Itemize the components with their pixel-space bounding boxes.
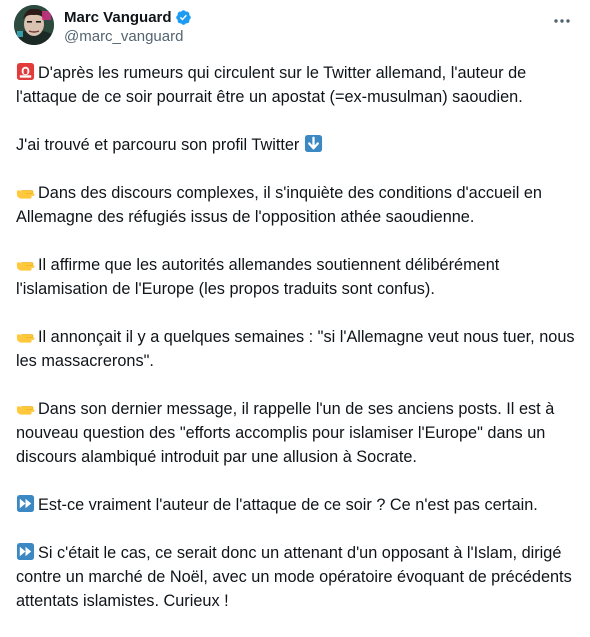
author-display-name[interactable]: Marc Vanguard (64, 8, 172, 26)
tweet-paragraph (16, 493, 582, 517)
tweet-paragraph (16, 181, 582, 229)
pointing-hand-icon (16, 326, 35, 345)
tweet-header (14, 5, 580, 47)
author-handle[interactable]: @marc_vanguard (64, 28, 184, 45)
author-names (64, 7, 192, 45)
tweet-paragraph (16, 325, 582, 373)
fast-forward-icon (16, 494, 35, 513)
pointing-hand-icon (16, 398, 35, 417)
pointing-hand-icon (16, 254, 35, 273)
tweet-paragraph (16, 61, 582, 109)
paragraph-text: Il affirme que les autorités allemandes soutiennent délibérément l'islamisation de l'Europe (les propos traduits sont confus). (16, 256, 500, 298)
avatar[interactable] (14, 5, 54, 45)
tweet-paragraph (16, 541, 582, 613)
pointing-hand-icon (16, 182, 35, 201)
paragraph-text: Il annonçait il y a quelques semaines : "si l'Allemagne veut nous tuer, nous les massacrerons". (16, 328, 575, 370)
paragraph-text: Dans son dernier message, il rappelle l'un de ses anciens posts. Il est à nouveau question des "efforts accomplis pour islamiser l'Europe" dans un discours alambiqué introduit par une allusion à Socrate. (16, 400, 555, 466)
tweet-paragraph (16, 133, 582, 157)
paragraph-text: Dans des discours complexes, il s'inquiète des conditions d'accueil en Allemagne des réfugiés issus de l'opposition athée saoudienne. (16, 184, 542, 226)
verified-badge-icon[interactable] (175, 9, 192, 26)
tweet-paragraph (16, 253, 582, 301)
paragraph-text: Est-ce vraiment l'auteur de l'attaque de ce soir ? Ce n'est pas certain. (38, 496, 538, 514)
tweet-paragraph (16, 397, 582, 469)
tweet-text (16, 61, 582, 637)
fast-forward-icon (16, 542, 35, 561)
paragraph-text: J'ai trouvé et parcouru son profil Twitter (16, 136, 300, 154)
paragraph-text: D'après les rumeurs qui circulent sur le Twitter allemand, l'auteur de l'attaque de ce soir pourrait être un apostat (=ex-musulman) saoudien. (16, 64, 527, 106)
paragraph-text: Si c'était le cas, ce serait donc un attenant d'un opposant à l'Islam, dirigé contre un marché de Noël, avec un mode opératoire évoquant de précédents attentats islamistes. Curieux ! (16, 544, 572, 610)
more-options-icon[interactable] (552, 11, 572, 31)
down-arrow-icon (304, 134, 323, 153)
police-light-icon (16, 62, 35, 81)
avatar-portrait-icon (14, 5, 54, 45)
display-name-row (64, 7, 192, 27)
